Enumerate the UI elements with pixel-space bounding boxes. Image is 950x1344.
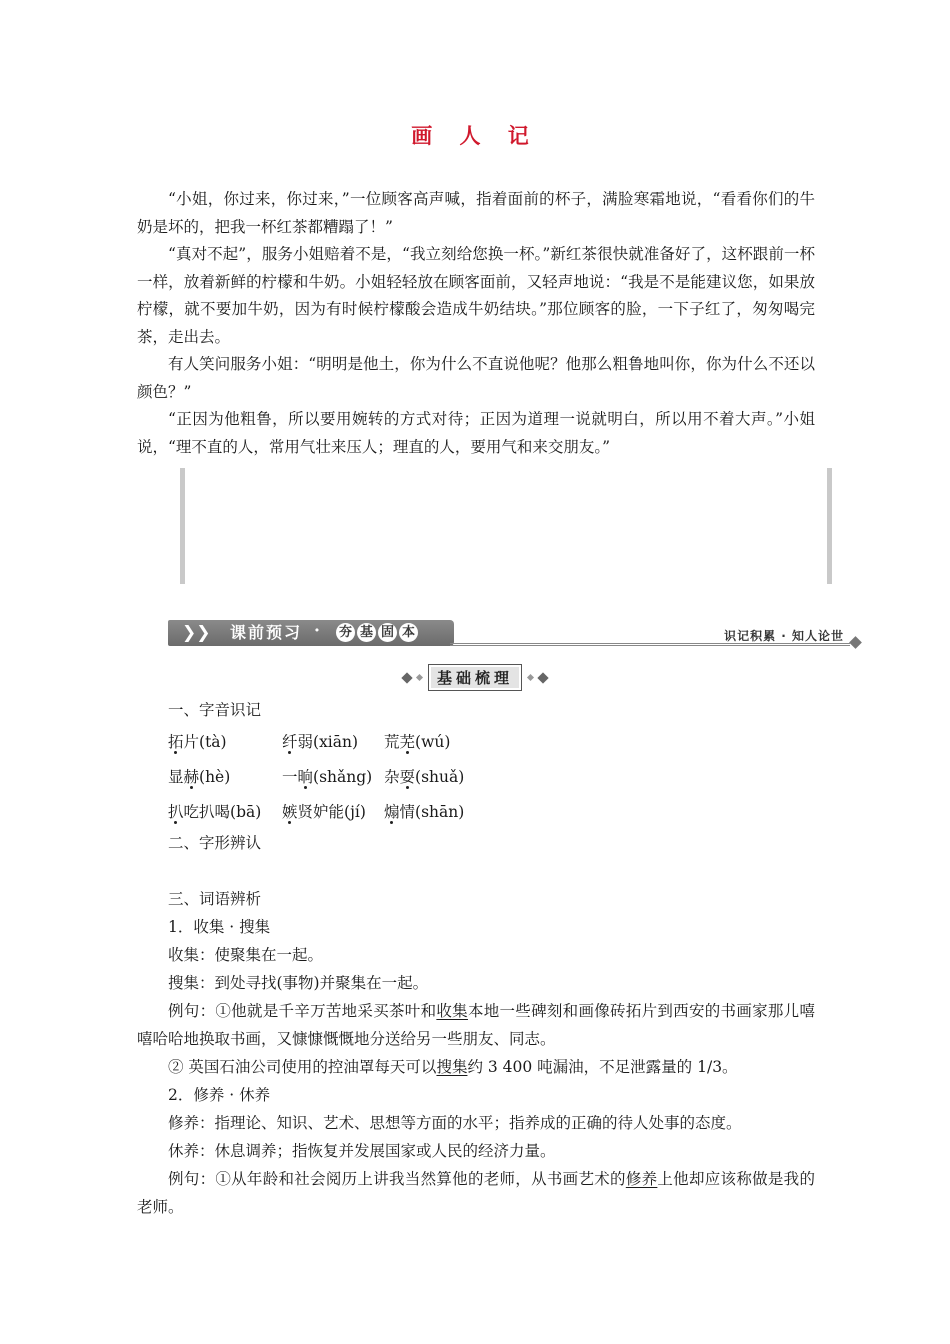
pinyin-row [168,794,815,829]
sub-header [0,664,950,691]
example-sentence: 例句：①从年龄和社会阅历上讲我当然算他的老师，从书画艺术的修养上他却应该称做是我的老师。 [137,1170,815,1216]
pinyin-item: 拓片(tà) [168,733,227,751]
story-paragraph: 有人笑问服务小姐：“明明是他土，你为什么不直说他呢？他那么粗鲁地叫你，你为什么不还以颜色？” [137,355,815,401]
section-header [168,620,860,650]
pinyin-item: 纤弱(xiān) [282,733,359,751]
blank-note-box [180,468,832,584]
story-text [137,186,815,461]
page-title: 画 人 记 [411,123,539,148]
pinyin-item: 嫉贤妒能(jí) [282,803,366,821]
diamond-icon [527,674,534,681]
heading-glyph: 二、字形辨认 [168,834,262,852]
section-separator: · [314,621,320,641]
pinyin-item: 一晌(shǎng) [282,768,373,786]
slogan-char: 固 [378,623,397,642]
example-sentence: 例句：①他就是千辛万苦地采买茶叶和收集本地一些碑刻和画像砖拓片到西安的书画家那儿嘻嘻哈哈地换取书画，又慷慷慨慨地分送给另一些朋友、同志。 [137,1002,815,1048]
double-chevron-icon: ❯❯ [182,623,211,643]
diamond-icon [416,674,423,681]
word-pair-title: 1．收集 · 搜集 [168,918,271,936]
pinyin-row [168,724,815,759]
story-paragraph: “真对不起”，服务小姐赔着不是，“我立刻给您换一杯。”新红茶很快就准备好了，这杯跟前一杯一样，放着新鲜的柠檬和牛奶。小姐轻轻放在顾客面前，又轻声地说：“我是不是能建议您，如果放柠檬，就不要加牛奶，因为有时候柠檬酸会造成牛奶结块。”那位顾客的脸，一下子红了，匆匆喝完茶，走出去。 [137,245,815,346]
slogan-char: 基 [357,623,376,642]
box-left-border [180,468,185,584]
word-pair-title: 2．修养 · 休养 [168,1086,271,1104]
diamond-icon [537,672,548,683]
definition: 休养：休息调养；指恢复并发展国家或人民的经济力量。 [168,1142,556,1160]
sub-header-label: 基础梳理 [428,664,522,691]
section-banner [168,620,454,646]
study-content [137,696,815,1221]
section-title: 课前预习 [230,623,303,642]
pinyin-item: 显赫(hè) [168,768,231,786]
section-slogan [336,623,418,642]
example-sentence: ② 英国石油公司使用的控油罩每天可以搜集约 3 400 吨漏油，不足泄露量的 1/3。 [168,1058,738,1076]
box-right-border [827,468,832,584]
slogan-char: 夯 [336,623,355,642]
definition: 修养：指理论、知识、艺术、思想等方面的水平；指养成的正确的待人处事的态度。 [168,1114,742,1132]
pinyin-item: 煽情(shān) [384,803,465,821]
definition: 收集：使聚集在一起。 [168,946,324,964]
heading-words: 三、词语辨析 [168,890,262,908]
pinyin-row [168,759,815,794]
story-paragraph: “正因为他粗鲁，所以要用婉转的方式对待；正因为道理一说就明白，所以用不着大声。”小姐说，“理不直的人，常用气壮来压人；理直的人，要用气和来交朋友。” [137,410,815,456]
diamond-icon [401,672,412,683]
story-paragraph: “小姐，你过来，你过来，”一位顾客高声喊，指着面前的杯子，满脸寒霜地说，“看看你们的牛奶是坏的，把我一杯红茶都糟蹋了！” [137,190,815,236]
definition: 搜集：到处寻找(事物)并聚集在一起。 [168,974,429,992]
section-right-label: 识记积累 · 知人论世 [724,629,844,643]
diamond-icon [849,636,862,649]
slogan-char: 本 [399,623,418,642]
pinyin-item: 荒芜(wú) [384,733,451,751]
pinyin-item: 扒吃扒喝(bā) [168,803,262,821]
pinyin-item: 杂耍(shuǎ) [384,768,465,786]
heading-pronunciation: 一、字音识记 [168,701,262,719]
